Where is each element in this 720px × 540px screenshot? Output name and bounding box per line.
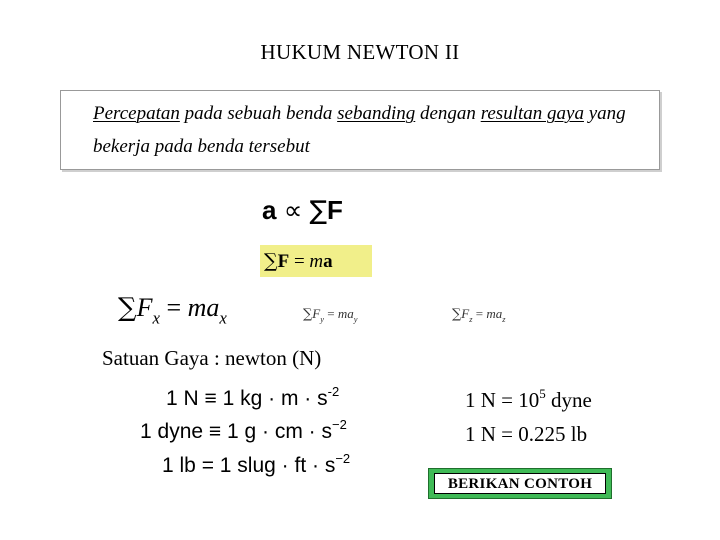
unit-definition-pound: 1 lb = 1 slug · ft · $s^{-2}$ — [162, 451, 351, 478]
unit-heading: Satuan Gaya : newton (N) — [102, 346, 322, 370]
term-resultan-gaya: resultan gaya — [480, 103, 584, 124]
definition-part: yang bekerja pada benda tersebut — [93, 103, 626, 157]
berikan-contoh-label: BERIKAN CONTOH — [434, 473, 606, 494]
definition-part: pada sebuah benda — [179, 103, 338, 124]
berikan-contoh-button[interactable] — [428, 468, 612, 499]
unit-definition-dyne: 1 dyne ≡ 1 g · cm · $s^{-2}$ — [140, 417, 347, 444]
term-percepatan: Percepatan — [93, 103, 180, 124]
equation-newton-second-law: ∑F = ma — [264, 250, 333, 272]
term-sebanding: sebanding — [337, 103, 416, 124]
definition-text — [93, 97, 658, 163]
definition-part: dengan — [415, 103, 481, 124]
equation-y-component: $\sum F_y = ma_y$ — [303, 306, 358, 324]
equation-proportional: a ∝ ∑F — [262, 195, 343, 226]
unit-definition-newton: 1 N ≡ 1 kg · $m \cdot s^{-2}$ — [166, 384, 340, 411]
equation-x-component: $\sum F_x = ma_x$ — [118, 293, 227, 328]
equation-z-component: $\sum F_z = ma_z$ — [452, 306, 506, 324]
conversion-newton-pound: 1 N = 0.225 lb — [465, 422, 588, 446]
slide-title: HUKUM NEWTON II — [260, 40, 460, 64]
conversion-newton-dyne: 1 $N = 10^5$ dyne — [465, 386, 592, 413]
